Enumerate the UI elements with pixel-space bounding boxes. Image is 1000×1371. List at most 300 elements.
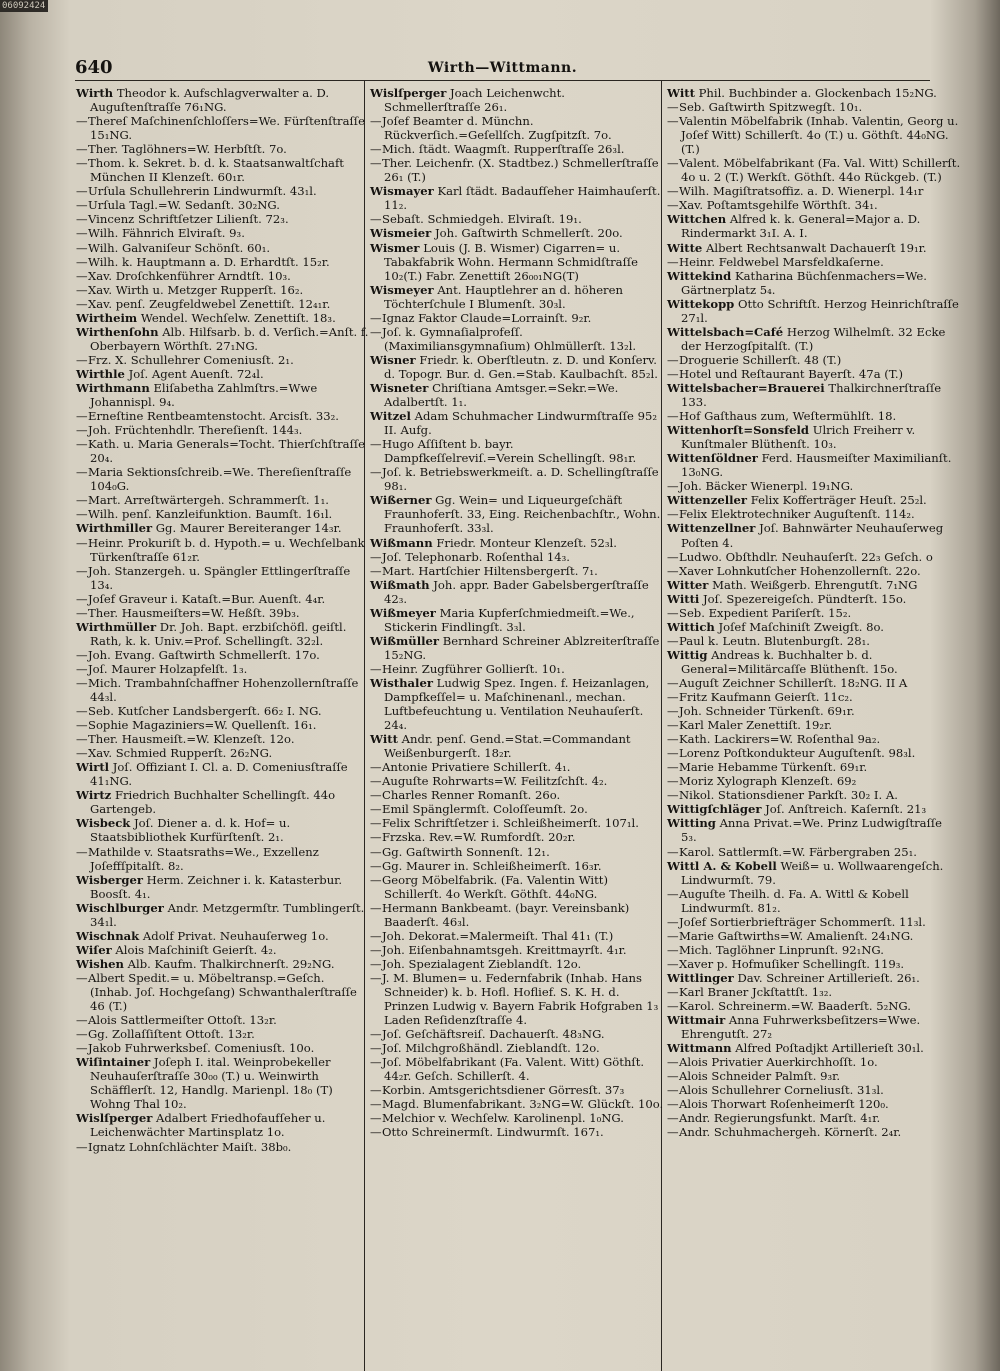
directory-entry [667,718,961,732]
directory-entry [667,760,961,774]
ditto-dash: — [76,198,88,213]
directory-entry [76,943,370,957]
ditto-dash: — [667,914,679,929]
directory-entry [370,1055,664,1083]
directory-entry [667,423,961,451]
entry-surname: Witzel [370,409,411,424]
directory-entry [667,971,961,985]
directory-entry [667,1069,961,1083]
entry-surname: Wittenzeller [667,493,747,508]
directory-entry [370,929,664,943]
directory-entry [370,830,664,844]
entry-surname: Wirth [76,86,114,100]
entry-details: Joh. Eiſenbahnamtsgeh. Kreittmayrſt. 4₁r. [382,942,627,957]
entry-details: Frz. X. Schullehrer Comeniusſt. 2₁. [88,352,294,367]
entry-details: Adolf Privat. Neuhauſerweg 1o. [142,928,329,943]
entry-details: Herzog Wilhelmſt. 32 Ecke der Herzogſpitalſt. (T.) [681,324,946,353]
directory-entry [667,297,961,325]
directory-entry [370,788,664,802]
ditto-dash: — [76,352,88,367]
directory-entry [76,676,370,704]
entry-details: Hof Gaſthaus zum, Weſtermühlſt. 18. [679,409,897,424]
entry-details: Andreas k. Buchhalter b. d. General=Militärcaſſe Blüthenſt. 15o. [681,647,898,676]
entry-surname: Wirtl [76,760,110,775]
ditto-dash: — [370,900,382,915]
entry-details: Alb. Kaufm. Thalkirchnerſt. 29₂NG. [127,956,335,971]
directory-entry [76,212,370,226]
entry-details: Mich. Taglöhner Linprunſt. 92₁NG. [679,942,884,957]
ditto-dash: — [667,886,679,901]
directory-column-2 [370,86,664,1371]
directory-entry [667,957,961,971]
directory-entry [76,423,370,437]
entry-details: Karl Braner Jckſtattſt. 1₃₂. [679,985,833,999]
entry-details: Mathilde v. Staatsraths=We., Exzellenz Joſeffſpitalſt. 8₂. [88,844,319,873]
directory-entry [667,269,961,297]
entry-details: Erneſtine Rentbeamtenstocht. Arcisſt. 33₂. [88,409,339,424]
entry-details: Gg. Gaſtwirth Sonnenſt. 12₁. [382,844,550,859]
entry-details: Marie Hebamme Türkenſt. 69₁r. [679,760,868,775]
directory-entry [667,255,961,269]
ditto-dash: — [667,479,679,494]
entry-surname: Wißmann [370,535,433,550]
directory-entry [76,564,370,592]
directory-entry [370,409,664,437]
directory-entry [370,634,664,662]
ditto-dash: — [370,114,382,129]
ditto-dash: — [76,732,88,747]
directory-entry [667,184,961,198]
directory-entry [76,592,370,606]
directory-entry [76,521,370,535]
directory-entry [370,873,664,901]
directory-entry [370,845,664,859]
directory-entry [370,184,664,212]
entry-surname: Wirthmann [76,380,150,395]
entry-details: Chriſtiana Amtsger.=Sekr.=We. Adalbertſt. 1₁. [384,380,619,410]
entry-details: Emil Spänglermſt. Coloſſeumſt. 2o. [382,802,588,817]
entry-details: Ferd. Hausmeiſter Maximilianſt. 13₀NG. [681,451,952,480]
ditto-dash: — [667,732,679,747]
entry-details: Seb. Gaſtwirth Spitzwegſt. 10₁. [679,100,863,115]
directory-entry [667,479,961,493]
directory-entry [667,606,961,620]
directory-entry [76,746,370,760]
entry-details: Wilh. k. Hauptmann a. D. Erhardtſt. 15₂r. [88,254,330,269]
directory-entry [370,536,664,550]
ditto-dash: — [667,1097,679,1112]
ditto-dash: — [370,970,382,985]
directory-entry [76,184,370,198]
directory-entry [76,437,370,465]
entry-details: Dav. Schreiner Artillerieſt. 26₁. [737,970,920,985]
directory-entry [76,536,370,564]
ditto-dash: — [76,226,88,241]
entry-details: Bernhard Schreiner Ablzreiterſtraſſe 15₂NG. [384,633,660,662]
directory-entry [370,493,664,535]
directory-entry [370,325,664,353]
entry-details: Joſ. k. Betriebswerkmeiſt. a. D. Schellingſtraſſe 98₁. [382,465,659,494]
directory-entry [370,212,664,226]
entry-details: Alois Schneider Palmſt. 9₃r. [679,1069,841,1084]
entry-details: Sebaſt. Schmiedgeh. Elviraſt. 19₁. [382,212,582,227]
entry-details: Friedrich Buchhalter Schellingſt. 44o Gartengeb. [90,788,336,817]
ditto-dash: — [76,591,88,606]
entry-surname: Wißmath [370,577,430,592]
directory-entry [667,1111,961,1125]
ditto-dash: — [76,844,88,859]
directory-entry [76,620,370,648]
entry-surname: Wismer [370,240,420,255]
directory-entry [370,437,664,465]
entry-details: Ther. Leichenfr. (X. Stadtbez.) Schmellerſtraſſe 26₁ (T.) [382,156,659,185]
entry-details: Andr. Regierungsfunkt. Marſt. 4₁r. [679,1111,881,1126]
ditto-dash: — [370,1083,382,1098]
entry-details: Mart. Arreſtwärtergeh. Schrammerſt. 1₁. [88,493,329,508]
ditto-dash: — [370,928,382,943]
ditto-dash: — [667,690,679,705]
entry-details: Weiß= u. Wollwaarengeſch. Lindwurmſt. 79. [681,858,944,887]
ditto-dash: — [667,605,679,620]
ditto-dash: — [667,366,679,381]
directory-entry [76,1041,370,1055]
directory-entry [667,1041,961,1055]
entry-details: Joach Leichenwcht. Schmellerſtraſſe 26₁. [384,86,565,115]
entry-surname: Wittlinger [667,970,734,985]
directory-entry [370,1111,664,1125]
entry-surname: Wittchen [667,212,727,227]
directory-entry [76,816,370,844]
entry-details: Joſ. Milchgroßhändl. Zieblandſt. 12o. [382,1041,600,1056]
ditto-dash: — [667,760,679,775]
ditto-dash: — [76,493,88,508]
entry-details: Joh. Spezialagent Zieblandſt. 12o. [382,956,582,971]
entry-details: Vincenz Schriftſetzer Lilienſt. 72₃. [88,212,289,227]
directory-entry [667,156,961,184]
entry-surname: Witter [667,577,709,592]
ditto-dash: — [370,212,382,227]
entry-details: Gg. Zollaſſiſtent Ottoſt. 13₂r. [88,1027,255,1042]
entry-details: Hermann Bankbeamt. (bayr. Vereinsbank) Baaderſt. 46₃l. [382,900,630,929]
entry-surname: Wiſer [76,942,112,957]
ditto-dash: — [667,352,679,367]
entry-details: Andr. penſ. Gend.=Stat.=Commandant Weißenburgerſt. 18₂r. [384,732,631,761]
ditto-dash: — [76,465,88,480]
entry-details: Ther. Taglöhners=W. Herbſtſt. 7o. [88,142,287,157]
entry-details: Math. Weißgerb. Ehrengutſt. 7₁NG [712,577,918,592]
entry-details: Seb. Expedient Pariſerſt. 15₂. [679,605,852,620]
entry-details: Andr. Metzgermſtr. Tumblingerſt. 34₁l. [90,900,365,929]
directory-entry [667,86,961,100]
directory-entry [370,676,664,732]
directory-entry [76,226,370,240]
ditto-dash: — [370,1125,382,1140]
entry-details: Ant. Hauptlehrer an d. höheren Töchterſchule I Blumenſt. 30₃l. [384,282,623,311]
ditto-dash: — [370,1055,382,1070]
directory-entry [667,887,961,915]
ditto-dash: — [667,844,679,859]
entry-details: Frzska. Rev.=W. Rumfordſt. 20₂r. [382,830,576,845]
ditto-dash: — [667,114,679,129]
entry-surname: Wisneter [370,380,429,395]
entry-surname: Wirthle [76,366,125,381]
directory-entry [76,845,370,873]
directory-entry [370,550,664,564]
directory-entry [667,999,961,1013]
entry-surname: Witt [370,732,398,747]
entry-details: Joſ. Agent Auenſt. 72₄l. [128,366,264,381]
ditto-dash: — [76,535,88,550]
directory-entry [667,1083,961,1097]
entry-details: Mart. Hartſchier Hiltensbergerſt. 7₁. [382,563,598,578]
entry-details: Heinr. Prokuriſt b. d. Hypoth.= u. Wechſelbank Türkenſtraſſe 61₂r. [88,535,365,564]
directory-entry [76,957,370,971]
entry-details: Joſ. Telephonarb. Roſenthal 14₃. [382,549,570,564]
ditto-dash: — [667,774,679,789]
directory-entry [76,283,370,297]
ditto-dash: — [667,999,679,1014]
ditto-dash: — [76,605,88,620]
entry-surname: Wismayer [370,184,434,199]
directory-entry [370,353,664,381]
ditto-dash: — [76,184,88,199]
ditto-dash: — [667,704,679,719]
entry-details: Paul k. Leutn. Blutenburgſt. 28₁. [679,633,870,648]
ditto-dash: — [76,1041,88,1056]
ditto-dash: — [370,549,382,564]
ditto-dash: — [370,310,382,325]
entry-details: Joh. Früchtenhdlr. Thereſienſt. 144₃. [88,423,303,438]
entry-details: Wilh. Fähnrich Elviraſt. 9₃. [88,226,245,241]
ditto-dash: — [667,1111,679,1126]
entry-details: Moriz Xylograph Klenzeſt. 69₂ [679,774,857,789]
entry-details: Ulrich Freiherr v. Kunſtmaler Blüthenſt. 10₃. [681,423,916,452]
directory-entry [667,704,961,718]
directory-entry [667,1125,961,1139]
directory-entry [76,788,370,816]
entry-surname: Wislſperger [76,1111,153,1126]
entry-details: Charles Renner Romanſt. 26o. [382,788,561,803]
ditto-dash: — [667,942,679,957]
entry-details: Theodor k. Aufschlagverwalter a. D. Auguſtenſtraſſe 76₁NG. [90,86,330,115]
entry-details: Dr. Joh. Bapt. erzbiſchöfl. geiſtl. Rath, k. k. Univ.=Prof. Schellingſt. 32₂l. [90,619,347,648]
ditto-dash: — [370,872,382,887]
entry-details: Xaver Lohnkutſcher Hohenzollernſt. 22o. [679,563,921,578]
entry-surname: Wismeier [370,226,432,241]
entry-surname: Wiſintainer [76,1055,151,1070]
ditto-dash: — [76,647,88,662]
entry-surname: Wißerner [370,493,432,508]
ditto-dash: — [667,985,679,999]
entry-details: Heinr. Zugführer Gollierſt. 10₁. [382,661,565,676]
entry-details: Joh. Evang. Gaſtwirth Schmellerſt. 17o. [88,647,320,662]
ditto-dash: — [370,324,382,339]
entry-surname: Witte [667,240,703,255]
ditto-dash: — [667,156,679,171]
directory-entry [76,409,370,423]
directory-entry [667,592,961,606]
directory-entry [667,845,961,859]
directory-column-1 [76,86,370,1371]
entry-surname: Wittmair [667,1013,726,1028]
entry-details: Felix Schriftſetzer i. Schleißheimerſt. 107₁l. [382,816,639,831]
ditto-dash: — [370,956,382,971]
directory-entry [370,606,664,634]
entry-details: Anna Fuhrwerksbeſitzers=Wwe. Ehrengutſt. 27₂ [681,1013,921,1042]
entry-details: Otto Schreinermſt. Lindwurmſt. 167₁. [382,1125,604,1140]
ditto-dash: — [370,760,382,775]
directory-entry [76,269,370,283]
entry-surname: Wischlburger [76,900,164,915]
entry-details: Karol. Sattlermſt.=W. Färbergraben 25₁. [679,844,917,859]
entry-details: Auguſt Zeichner Schillerſt. 18₂NG. II A [679,675,908,690]
directory-entry [370,283,664,311]
entry-details: Joſ. Offiziant I. Cl. a. D. Comeniusſtraſſe 41₁NG. [90,760,348,789]
directory-entry [370,1125,664,1139]
entry-surname: Witting [667,816,716,831]
directory-entry [667,985,961,999]
entry-details: Karol. Schreinerm.=W. Baaderſt. 5₂NG. [679,999,911,1014]
ditto-dash: — [76,254,88,269]
ditto-dash: — [370,802,382,817]
entry-details: Felix Elektrotechniker Auguſtenſt. 114₂. [679,507,915,522]
directory-entry [370,816,664,830]
directory-entry [667,859,961,887]
entry-details: Joſ. Maurer Holzapfelſt. 1₃. [88,661,248,676]
ditto-dash: — [76,114,88,129]
entry-surname: Wittekopp [667,296,735,311]
entry-details: Wendel. Wechſelw. Zenettiſt. 18₃. [140,310,336,325]
ditto-dash: — [370,1041,382,1056]
directory-entry [76,606,370,620]
entry-details: Karl Maler Zenettiſt. 19₂r. [679,718,833,733]
entry-details: Marie Gaſtwirths=W. Amalienſt. 24₁NG. [679,928,914,943]
ditto-dash: — [667,198,679,213]
entry-details: Urſula Schullehrerin Lindwurmſt. 43₁l. [88,184,317,199]
directory-entry [76,1055,370,1111]
entry-surname: Wittelsbacher=Brauerei [667,380,825,395]
ditto-dash: — [667,633,679,648]
directory-entry [370,142,664,156]
entry-details: Gg. Maurer in. Schleißheimerſt. 16₃r. [382,858,602,873]
directory-entry [370,1097,664,1111]
directory-entry [667,114,961,156]
ditto-dash: — [370,816,382,831]
directory-entry [76,297,370,311]
directory-entry [667,241,961,255]
ditto-dash: — [76,409,88,424]
ditto-dash: — [370,830,382,845]
ditto-dash: — [667,184,679,199]
directory-entry [667,367,961,381]
entry-surname: Wittl A. & Kobell [667,858,777,873]
entry-details: Joh. Gaſtwirth Schmellerſt. 20o. [434,226,623,241]
ditto-dash: — [76,1013,88,1028]
entry-surname: Wirthmiller [76,521,153,536]
entry-details: Alois Sattlermeiſter Ottoſt. 13₂r. [88,1013,277,1028]
entry-details: Thalkirchnerſtraſſe 133. [681,380,942,410]
entry-surname: Wittenſöldner [667,451,758,466]
directory-entry [370,774,664,788]
directory-entry [667,381,961,409]
ditto-dash: — [667,563,679,578]
entry-surname: Wisthaler [370,675,433,690]
entry-details: Joſ. Diener a. d. k. Hof= u. Staatsbibliothek Kurfürſtenſt. 2₁. [90,816,291,845]
directory-entry [76,929,370,943]
directory-entry [76,198,370,212]
directory-entry [76,493,370,507]
ditto-dash: — [370,1111,382,1126]
entry-details: Herm. Zeichner i. k. Katasterbur. Boosſt. 4₁. [90,872,343,901]
ditto-dash: — [76,746,88,761]
entry-details: Urſula Tagl.=W. Sedanſt. 30₂NG. [88,198,280,213]
entry-details: Joſef Sortierbriefträger Schommerſt. 11₃l. [679,914,926,929]
entry-details: Xav. Schmied Rupperſt. 26₂NG. [88,746,273,761]
directory-entry [76,732,370,746]
directory-entry [370,156,664,184]
ditto-dash: — [667,100,679,115]
directory-entry [667,451,961,479]
directory-entry [76,367,370,381]
directory-entry [667,1013,961,1041]
ditto-dash: — [76,675,88,690]
entry-details: Joſef Beamter d. Münchn. Rückverſich.=Geſellſch. Zugſpitzſt. 7o. [382,114,612,143]
directory-entry [667,1097,961,1111]
entry-details: Xav. Poſtamtsgehilfe Wörthſt. 34₁. [679,198,878,213]
directory-entry [76,381,370,409]
directory-entry [76,465,370,493]
entry-details: Auguſte Theilh. d. Fa. A. Wittl & Kobell Lindwurmſt. 81₂. [679,886,909,915]
directory-entry [667,788,961,802]
entry-details: Louis (J. B. Wismer) Cigarren= u. Tabakfabrik Wohn. Hermann Schmidſtraſſe 10₂(T.) Fabr. Zenettiſt 26₀₀₁NG(T) [384,240,639,283]
directory-entry [667,212,961,240]
entry-details: Friedr. Monteur Klenzeſt. 52₃l. [436,535,617,550]
entry-details: Phil. Buchbinder a. Glockenbach 15₂NG. [698,86,937,100]
entry-details: Joſ. Anſtreich. Kaſernſt. 21₃ [765,802,927,817]
entry-surname: Wittigſchläger [667,802,762,817]
entry-details: Ignaz Faktor Claude=Lorrainſt. 9₂r. [382,310,592,325]
entry-details: Droguerie Schillerſt. 48 (T.) [679,352,842,367]
directory-entry [76,1027,370,1041]
directory-entry [370,859,664,873]
entry-details: Otto Schriftſt. Herzog Heinrichſtraſſe 27₁l. [681,296,959,325]
directory-entry [667,915,961,929]
entry-details: Georg Möbelfabrik. (Fa. Valentin Witt) Schillerſt. 4o Werkſt. Göthſt. 44₀NG. [382,872,608,901]
directory-entry [667,564,961,578]
entry-details: Joh. Stanzergeh. u. Spängler Ettlingerſtraſſe 13₄. [88,563,351,592]
ditto-dash: — [370,858,382,873]
directory-entry [370,802,664,816]
directory-entry [667,578,961,592]
directory-entry [370,381,664,409]
entry-surname: Wirtz [76,788,112,803]
ditto-dash: — [667,928,679,943]
entry-details: Joh. Dekorat.=Malermeiſt. Thal 41₁ (T.) [382,928,614,943]
directory-entry [667,648,961,676]
ditto-dash: — [76,240,88,255]
entry-surname: Wittmann [667,1041,732,1056]
entry-details: Katharina Büchſenmachers=We. Gärtnerplatz 5₄. [681,268,927,297]
directory-entry [370,971,664,1027]
directory-entry [667,943,961,957]
entry-surname: Witti [667,591,700,606]
ditto-dash: — [370,844,382,859]
entry-surname: Wishen [76,956,124,971]
directory-entry [76,241,370,255]
directory-entry [667,409,961,423]
entry-details: Adam Schuhmacher Lindwurmſtraſſe 95₂ II. Aufg. [384,409,657,438]
ditto-dash: — [370,1027,382,1042]
